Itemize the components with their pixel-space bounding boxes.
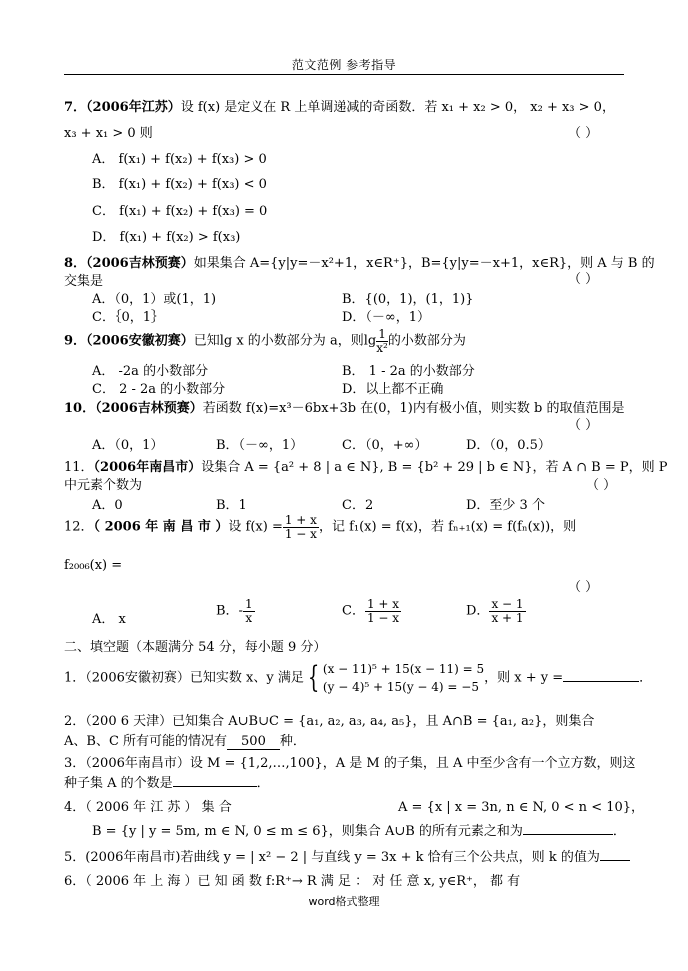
f4-number: 4 — [64, 800, 73, 815]
f4-set-a: A = {x | x = 3n, n ∈ N, 0 < n < 10}， — [398, 800, 645, 815]
q9-stem-a: 已知lg x 的小数部分为 a，则lg — [193, 333, 377, 349]
q11-stem: 设集合 A = {a² + 8 | a ∈ N}, B = {b² + 29 | b ∈ N}，若 A ∩ B = P，则 P — [201, 460, 668, 475]
question-8 — [64, 252, 655, 271]
f5-stem: 若曲线 y = | x² − 2 | 与直线 y = 3x + k 恰有三个公共点，则 k 的值为 — [180, 850, 600, 865]
q12-option-b — [216, 598, 255, 624]
q8-stem: 如果集合 A={y|y=－x²+1，x∈R⁺}，B={y|y=－x+1，x∈R}，则 A 与 B 的 — [193, 256, 655, 271]
f1-brace: { — [307, 660, 320, 695]
q12-stem-b: ，记 f₁(x) = f(x)，若 fₙ₊₁(x) = f(fₙ(x))，则 — [318, 519, 577, 535]
q12-option-c-label: C． — [342, 603, 365, 619]
q12-option-b-fraction — [243, 598, 255, 624]
q10-source: （2006吉林预赛） — [95, 401, 203, 416]
page-footer: word格式整理 — [308, 895, 380, 908]
f6-stem: 已 知 函 数 f:R⁺→ R 满 足 ： 对 任 意 x, y∈R⁺， 都 有 — [197, 874, 521, 889]
f1-number: 1． — [64, 670, 86, 686]
q11-source: （2006年南昌市） — [93, 460, 202, 475]
page-header: 范文范例 参考指导 — [291, 58, 397, 72]
question-10 — [64, 397, 624, 416]
f1-blank[interactable] — [563, 669, 639, 682]
q12-option-d-fraction — [489, 598, 525, 624]
q7-number: 7． — [64, 100, 87, 115]
q11-number: 11． — [64, 460, 94, 475]
q12-option-d — [466, 598, 526, 624]
fill-3-line2 — [64, 772, 270, 791]
q11-answer-paren: （ ） — [586, 478, 617, 493]
f3-source: （2006年南昌市） — [85, 756, 190, 771]
f1-source: （2006安徽初赛） — [85, 670, 190, 686]
f4-stem-line2: B = {y | y = 5m, m ∈ N, 0 ≤ m ≤ 6}，则集合 A∪B 的所有元素之和为 — [92, 824, 523, 839]
f2-source: （200 6 天津） — [85, 714, 173, 729]
q12-option-c-fraction — [365, 598, 401, 624]
q7-option-c: C． f(x₁) + f(x₂) + f(x₃) = 0 — [92, 204, 268, 219]
question-9 — [64, 328, 466, 354]
q10-stem: 若函数 f(x)=x³－6bx+3b 在(0，1)内有极小值，则实数 b 的取值范围是 — [202, 401, 625, 416]
f1-stem: 已知实数 x、y 满足 — [189, 670, 304, 686]
f4-end: ． — [612, 824, 626, 839]
f1-eq2: (y − 4)⁵ + 15(y − 4) = −5 — [322, 680, 479, 694]
q9-option-b: B． 1 - 2a 的小数部分 — [342, 364, 475, 379]
q12-fx-denominator: 1 − x — [284, 526, 317, 541]
f4-source: ．（ 2006 年 江 苏 ） 集 合 — [72, 800, 232, 815]
q12-option-c — [342, 598, 401, 624]
q9-option-c: C． 2 - 2a 的小数部分 — [92, 382, 226, 397]
q12-answer-paren: （ ） — [568, 580, 599, 595]
f2-stem-line2a: A、B、C 所有可能的情况有 — [64, 734, 228, 749]
q12-source: （ 2006 年 南 昌 市 ） — [93, 519, 229, 535]
f2-number: 2． — [64, 714, 86, 729]
f1-end: ． — [639, 670, 653, 686]
question-11 — [64, 456, 668, 475]
q8-option-d: D．（－∞，1） — [342, 310, 431, 325]
q7-source: （2006年江苏） — [86, 100, 181, 115]
q9-option-d: D．以上都不正确 — [342, 382, 444, 397]
q9-frac-denominator: x² — [376, 340, 388, 355]
q11-option-d: D．至少 3 个 — [466, 498, 545, 513]
q9-option-a: A． -2a 的小数部分 — [92, 364, 209, 379]
f6-number: 6． — [64, 874, 86, 889]
f2-stem-line2b: 种． — [279, 734, 306, 749]
q8-number: 8． — [64, 256, 87, 271]
q12-option-d-label: D． — [466, 603, 490, 619]
fill-6 — [64, 870, 520, 889]
f5-number: 5． — [64, 850, 86, 865]
q9-source: （2006安徽初赛） — [86, 333, 194, 349]
q8-stem-line2: 交集是 — [64, 274, 104, 289]
q10-option-c: C．（0，+∞） — [342, 438, 428, 453]
section-2-title: 二、填空题（本题满分 54 分，每小题 9 分） — [64, 640, 327, 655]
q12-option-c-den: 1 − x — [366, 610, 400, 625]
q11-option-a: A．0 — [92, 498, 123, 513]
q10-answer-paren: （ ） — [568, 418, 599, 433]
f5-blank[interactable] — [600, 848, 630, 861]
fill-1 — [64, 660, 652, 696]
q10-option-d: D．（0，0.5） — [466, 438, 551, 453]
q12-option-b-label: B．- — [216, 603, 243, 619]
fill-3 — [64, 752, 636, 771]
fill-4-line2 — [92, 820, 626, 839]
q12-option-b-den: x — [245, 610, 253, 625]
q12-number: 12． — [64, 519, 94, 535]
f1-system — [323, 660, 484, 696]
f3-blank[interactable] — [173, 774, 257, 787]
q11-stem-line2: 中元素个数为 — [64, 478, 143, 493]
q9-frac-numerator: 1 — [378, 327, 386, 341]
q7-option-d: D． f(x₁) + f(x₂) > f(x₃) — [92, 230, 241, 245]
q10-option-a: A．（0，1） — [92, 438, 164, 453]
q7-option-a: A． f(x₁) + f(x₂) + f(x₃) > 0 — [92, 152, 267, 167]
q10-number: 10． — [64, 401, 96, 416]
f2-answer: 500 — [227, 734, 280, 750]
q8-answer-paren: （ ） — [568, 272, 599, 287]
fill-2 — [64, 710, 594, 729]
f3-end: ． — [256, 776, 270, 791]
q9-number: 9． — [64, 333, 87, 349]
fill-4 — [64, 796, 232, 815]
q12-option-d-den: x + 1 — [491, 610, 524, 625]
q12-fx-fraction — [283, 514, 319, 540]
fill-2-line2 — [64, 730, 306, 750]
q8-source: （2006吉林预赛） — [86, 256, 194, 271]
q12-stem-a: 设 f(x) = — [228, 519, 283, 535]
header-rule — [64, 74, 624, 75]
q12-fx-numerator: 1 + x — [284, 513, 317, 527]
f1-eq1: (x − 11)⁵ + 15(x − 11) = 5 — [322, 662, 485, 676]
question-12 — [64, 514, 576, 540]
q8-option-c: C．｛0，1｝ — [92, 310, 164, 325]
q12-option-a: A． x — [92, 612, 126, 627]
f2-stem: 已知集合 A∪B∪C = {a₁, a₂, a₃, a₄, a₅}，且 A∩B = {a₁, a₂}，则集合 — [172, 714, 595, 729]
q12-option-d-num: x − 1 — [491, 597, 524, 611]
q7-stem: 设 f(x) 是定义在 R 上单调递减的奇函数．若 x₁ + x₂ > 0， x₂ + x₃ > 0， — [180, 100, 615, 115]
q9-fraction — [376, 328, 388, 354]
f3-stem: 设 M = {1,2,…,100}，A 是 M 的子集，且 A 中至少含有一个立方数，则这 — [189, 756, 636, 771]
q12-option-c-num: 1 + x — [366, 597, 400, 611]
q7-option-b: B． f(x₁) + f(x₂) + f(x₃) < 0 — [92, 177, 267, 192]
q11-option-c: C．2 — [342, 498, 374, 513]
q11-option-b: B．1 — [216, 498, 247, 513]
f3-stem-line2: 种子集 A 的个数是 — [64, 776, 173, 791]
f1-tail: ，则 x + y = — [484, 670, 564, 686]
question-7 — [64, 96, 615, 115]
f5-source: (2006年南昌市) — [85, 850, 181, 865]
q8-option-b: B．{(0，1)，(1，1)} — [342, 292, 474, 307]
fill-5 — [64, 846, 630, 865]
q7-stem-line2: x₃ + x₁ > 0 则 — [64, 126, 153, 141]
q12-option-b-num: 1 — [244, 597, 253, 611]
q10-option-b: B．（－∞，1） — [216, 438, 304, 453]
f4-blank[interactable] — [523, 822, 613, 835]
q8-option-a: A．（0，1）或(1，1) — [92, 292, 217, 307]
q7-answer-paren: （ ） — [568, 126, 599, 141]
f6-source: （ 2006 年 上 海 ） — [85, 874, 198, 889]
q12-stem-line2: f₂₀₀₆(x) = — [64, 558, 123, 573]
f3-number: 3． — [64, 756, 86, 771]
q9-stem-b: 的小数部分为 — [387, 333, 466, 349]
